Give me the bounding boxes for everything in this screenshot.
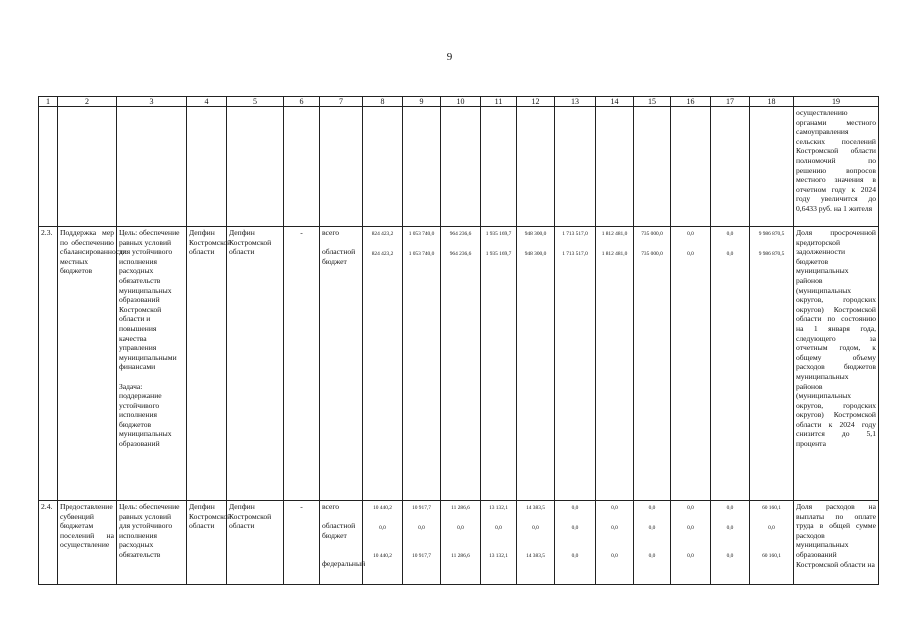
value: 9 986 870,5 xyxy=(758,231,785,237)
value: 1 812 481,0 xyxy=(601,231,628,237)
coexecutor: Депфин Костромской области xyxy=(227,501,284,585)
value: 0,0 xyxy=(418,525,425,531)
value: 1 812 481,0 xyxy=(601,251,628,257)
col-header: 11 xyxy=(481,97,517,107)
col-header: 1 xyxy=(39,97,58,107)
value: 11 286,6 xyxy=(451,553,470,559)
value: 10 440,2 xyxy=(373,553,392,559)
indicator-text: Доля расходов на выплаты по оплате труда в общей сумме расходов муниципальных образований Костромской области на xyxy=(794,501,879,585)
source-federal: федеральный xyxy=(322,559,366,568)
col-header: 16 xyxy=(671,97,711,107)
value: 0,0 xyxy=(648,553,656,559)
source-total: всего xyxy=(322,502,340,511)
value: 0,0 xyxy=(687,553,694,559)
value: 13 132,1 xyxy=(489,553,508,559)
goal: Цель: обеспечение равных условий для устойчивого исполнения расходных обязательств муниципальных образований Костромской области и повышения качества управления муниципальными финансами xyxy=(119,228,180,372)
value: 14 383,5 xyxy=(526,553,545,559)
measure-name: Поддержка мер по обеспечению сбалансированности местных бюджетов xyxy=(58,227,117,501)
value: 0,0 xyxy=(611,553,618,559)
table-row-2-4 xyxy=(39,501,879,585)
col-header: 6 xyxy=(284,97,320,107)
goal-text: Цель: обеспечение равных условий для устойчивого исполнения расходных обязательств xyxy=(117,501,187,585)
row-number: 2.3. xyxy=(39,227,58,501)
value: 0,0 xyxy=(726,231,734,237)
dash: - xyxy=(284,227,320,501)
value: 10 917,7 xyxy=(412,553,431,559)
value: 0,0 xyxy=(726,525,734,531)
coexecutor: Депфин Костромской области xyxy=(227,227,284,501)
value: 0,0 xyxy=(687,505,694,511)
value: 0,0 xyxy=(495,525,502,531)
value: 0,0 xyxy=(571,553,579,559)
value: 735 000,0 xyxy=(641,251,663,257)
value: 948 300,0 xyxy=(524,231,547,237)
value: 9 986 870,5 xyxy=(758,251,785,257)
value: 1 053 740,0 xyxy=(408,251,435,257)
value: 0,0 xyxy=(687,525,694,531)
value: 964 236,6 xyxy=(449,251,472,257)
value: 0,0 xyxy=(532,525,539,531)
value: 1 935 169,7 xyxy=(485,251,512,257)
source-regional: областной бюджет xyxy=(322,521,356,540)
col-header: 18 xyxy=(750,97,794,107)
value: 0,0 xyxy=(726,553,734,559)
program-table xyxy=(38,96,879,585)
row-number: 2.4. xyxy=(39,501,58,585)
value: 0,0 xyxy=(379,525,386,531)
value: 1 935 169,7 xyxy=(485,231,512,237)
col-header: 5 xyxy=(227,97,284,107)
source-regional: областной бюджет xyxy=(322,247,356,266)
value: 964 236,6 xyxy=(449,231,472,237)
value: 1 713 517,0 xyxy=(562,231,588,237)
value: 0,0 xyxy=(611,505,618,511)
value: 948 300,0 xyxy=(524,251,547,257)
funding-sources xyxy=(320,227,363,501)
value: 0,0 xyxy=(687,231,694,237)
value: 13 132,1 xyxy=(489,505,508,511)
responsible: Депфин Костромской области xyxy=(187,227,227,501)
dash: - xyxy=(284,501,320,585)
col-header: 17 xyxy=(711,97,750,107)
col-header: 2 xyxy=(58,97,117,107)
value: 1 713 517,0 xyxy=(562,251,588,257)
source-total: всего xyxy=(322,228,340,237)
col-header: 15 xyxy=(634,97,671,107)
col-header: 12 xyxy=(517,97,555,107)
goal-text xyxy=(117,227,187,501)
col-header: 3 xyxy=(117,97,187,107)
page-number: 9 xyxy=(446,51,453,63)
indicator-text: Доля просроченной кредиторской задолженности бюджетов муниципальных районов (муниципальных округов, городских округов) Костромской области по состоянию на 1 января года, следующего за отчетным годом, к общему объему расходов бюджетов муниципальных районов (муниципальных округов, городских округов) Костромской области к 2024 году снизится до 5,1 процента xyxy=(794,227,879,501)
value: 0,0 xyxy=(611,525,618,531)
value: 0,0 xyxy=(648,505,656,511)
value: 735 000,0 xyxy=(641,231,663,237)
column-numbers-row xyxy=(39,97,879,107)
col-header: 19 xyxy=(794,97,879,107)
value: 0,0 xyxy=(687,251,694,257)
value: 824 423,2 xyxy=(371,231,394,237)
col-header: 8 xyxy=(363,97,403,107)
table-row-2-3 xyxy=(39,227,879,501)
indicator-text: осуществлению органами местного самоуправления сельских поселений Костромской области полномочий по решению вопросов местного значения в отчетном году к 2024 году увеличится до 0,6433 руб. на 1 жителя xyxy=(794,107,879,227)
value: 0,0 xyxy=(571,505,579,511)
value: 0,0 xyxy=(571,525,579,531)
value: 1 053 740,0 xyxy=(408,231,435,237)
value: 0,0 xyxy=(457,525,464,531)
task: Задача: поддержание устойчивого исполнения бюджетов муниципальных образований xyxy=(119,381,172,449)
value: 0,0 xyxy=(726,505,734,511)
col-header: 7 xyxy=(320,97,363,107)
value: 14 383,5 xyxy=(526,505,545,511)
value: 60 160,1 xyxy=(762,505,781,511)
funding-sources xyxy=(320,501,366,585)
value: 11 286,6 xyxy=(451,505,470,511)
col-header: 9 xyxy=(403,97,441,107)
value: 10 917,7 xyxy=(412,505,431,511)
measure-name: Предоставление субвенций бюджетам поселений на осуществление xyxy=(58,501,117,585)
col-header: 14 xyxy=(596,97,634,107)
value: 0,0 xyxy=(768,525,775,531)
value: 0,0 xyxy=(726,251,734,257)
responsible: Депфин Костромской области xyxy=(187,501,227,585)
value: 0,0 xyxy=(648,525,656,531)
value: 10 440,2 xyxy=(373,505,392,511)
value: 824 423,2 xyxy=(371,251,394,257)
col-header: 13 xyxy=(555,97,596,107)
table-row-continuation xyxy=(39,107,879,227)
value: 60 160,1 xyxy=(762,553,781,559)
col-header: 4 xyxy=(187,97,227,107)
col-header: 10 xyxy=(441,97,481,107)
